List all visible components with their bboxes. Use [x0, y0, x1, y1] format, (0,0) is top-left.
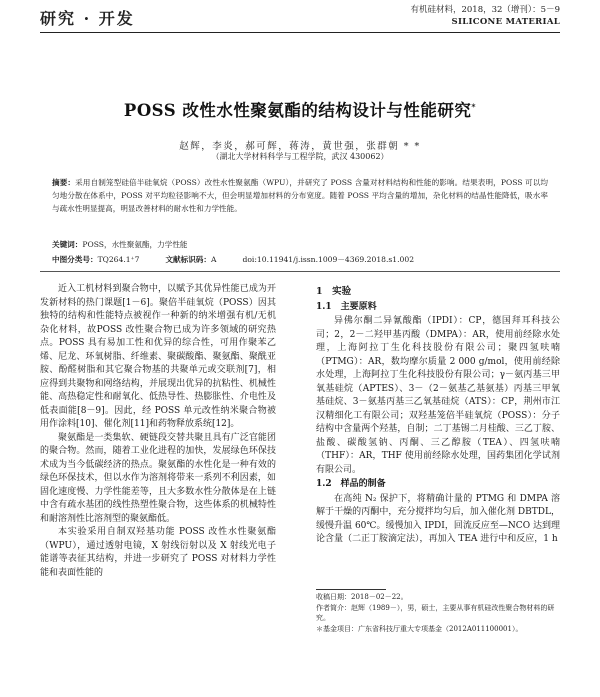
footnote: [316, 592, 560, 634]
footnote-author-bio: 作者简介：赵辉（1989－），男，硕士，主要从事有机硅改性聚合物材料的研究。: [316, 603, 555, 623]
left-column: [40, 283, 276, 580]
body-paragraph: 本实验采用自制双羟基功能 POSS 改性水性聚氨酯（WPU），通过透射电镜，X 射线衍射以及 X 射线光电子能谱等表征其结构，并进一步研究了 POSS 对材料力学性能和表面性能的: [40, 527, 276, 578]
paper-title-text: POSS 改性水性聚氨酯的结构设计与性能研究: [123, 101, 472, 120]
preparation-paragraph: 在高纯 N₂ 保护下，将精确计量的 PTMG 和 DMPA 溶解于干燥的丙酮中，充分搅拌均匀后，加入催化剂 DBTDL，缓慢升温 60℃。缓慢加入 IPDI，回流反应至—NCO 达到理论含量（二正丁胺滴定法），再加入 TEA 进行中和反应，1 h: [316, 493, 560, 544]
section-heading-experiment: 1 实验: [316, 286, 352, 297]
classification-line: [52, 254, 560, 265]
header-divider: [40, 32, 560, 33]
author-list: 赵辉，李炎，郝可辉，蒋涛，黄世强，张群朝 * *: [179, 141, 421, 152]
body-paragraph: 聚氨酯是一类集软、硬链段交替共聚且具有广泛官能团的聚合物。然而，随着工业化进程的加快，发展绿色环保技术成为当今低碳经济的热点。聚氨酯的水性化是一种有效的绿色环保技术，但以水作为溶剂将带来一系列不利因素，如固化速度慢、力学性能差等，且大多数水性分散体是在上链中含有疏水基团的线性热塑性聚合物，这些体系的机械特性和耐溶剂性比溶剂型的聚氨酯低。: [40, 432, 276, 524]
keywords: [52, 239, 548, 250]
header-journal-info: [410, 4, 560, 28]
footnote-received: 收稿日期：2018－02－22。: [316, 593, 408, 601]
paper-title: [30, 97, 570, 121]
body-paragraph: 近入工机材料到聚合物中，以赋予其优异性能已成为开发新材料的热门课题[1－6]。聚倍半硅氧烷（POSS）因其独特的结构和性能特点被视作一种新的纳米增强有机/无机杂化材料，故POSS 改性聚合物已成为许多领域的研究热点。POSS 具有易加工性和优异的综合性，可用作聚苯乙烯、尼龙、环氧树脂、纤维素、聚碳酸酯、聚氨酯、聚酰亚胺、酚醛树脂和其它聚合物基的共聚单元或交联剂[7]，相应得到共聚物和网络结构，并展现出优异的抗粘性、机械性能、高热稳定性和耐氧化、低热导性、热膨胀性、介电性及低表面能[8－9]。因此，经 POSS 单元改性纳米聚合物被用作涂料[10]、催化剂[11]和药物释放系统[12]。: [40, 284, 276, 429]
keywords-label: 关键词：: [52, 240, 83, 249]
footnote-divider: [316, 589, 386, 590]
abstract: [52, 176, 548, 215]
abstract-text: 采用自制笼型硅倍半硅氧烷（POSS）改性水性聚氨酯（WPU），并研究了 POSS 含量对材料结构和性能的影响。结果表明，POSS 可以均匀地分散在体系中，POSS 对平均粒径影响不大，但会明显增加材料的分布宽度。随着 POSS 平均含量的增加，杂化材料的结晶性能降低，吸水率与疏水性明显提高，明显改善材料的耐水性和力学性能。: [52, 178, 549, 213]
keywords-text: POSS，水性聚氨酯，力学性能: [82, 240, 188, 249]
doi: doi:10.11941/j.issn.1009－4369.2018.s1.002: [242, 255, 415, 264]
clc-label: 中图分类号：: [52, 255, 98, 264]
clc-number: [52, 254, 139, 265]
header-section-label: 研究 · 开发: [40, 9, 135, 28]
abstract-label: 摘要：: [52, 178, 76, 187]
subsection-heading-materials: 1.1 主要原料: [316, 301, 377, 312]
clc-value: TQ264.1⁺7: [97, 255, 140, 264]
abstract-divider: [40, 271, 560, 272]
footnote-fund: ＊基金项目：广东省科技厅重大专项基金（2012A011100001）。: [316, 624, 523, 633]
subsection-heading-preparation: 1.2 样品的制备: [316, 479, 386, 489]
document-code-value: A: [211, 255, 217, 264]
document-code-label: 文献标识码：: [165, 255, 211, 264]
journal-citation: 有机硅材料，2018，32（增刊）：5－9: [410, 5, 560, 15]
right-column: [316, 283, 560, 547]
affiliation: （湖北大学材料科学与工程学院，武汉 430062）: [211, 152, 389, 161]
title-footnote-mark: *: [471, 101, 477, 112]
journal-english-name: SILICONE MATERIAL: [451, 17, 560, 27]
materials-paragraph: 异佛尔酮二异氰酸酯（IPDI）：CP，德国拜耳科技公司；2，2－二羟甲基丙酸（DMPA）：AR，使用前经除水处理，上海阿拉丁生化科技股份有限公司；聚四氢呋喃（PTMG）：AR，数均摩尔质量 2 000 g/mol，使用前经除水处理，上海阿拉丁生化科技股份有限公司；γ－氨丙基三甲氧基硅烷（APTES）、3－（2－氨基乙基氨基）丙基三甲氧基硅烷、3－氨基丙基三乙氧基硅烷（ATS）：CP，荆州市江汉精细化工有限公司；双羟基笼倍半硅氧烷（POSS）：分子结构中含量两个羟基，自制；二丁基锡二月桂酸、三乙丁胺、盐酸、碳酸氢钠、丙酮、三乙醇胺（TEA）、四氢呋喃（THF）：AR，THF 使用前经除水处理，国药集团化学试剂有限公司。: [316, 316, 560, 475]
document-code: [165, 254, 216, 265]
